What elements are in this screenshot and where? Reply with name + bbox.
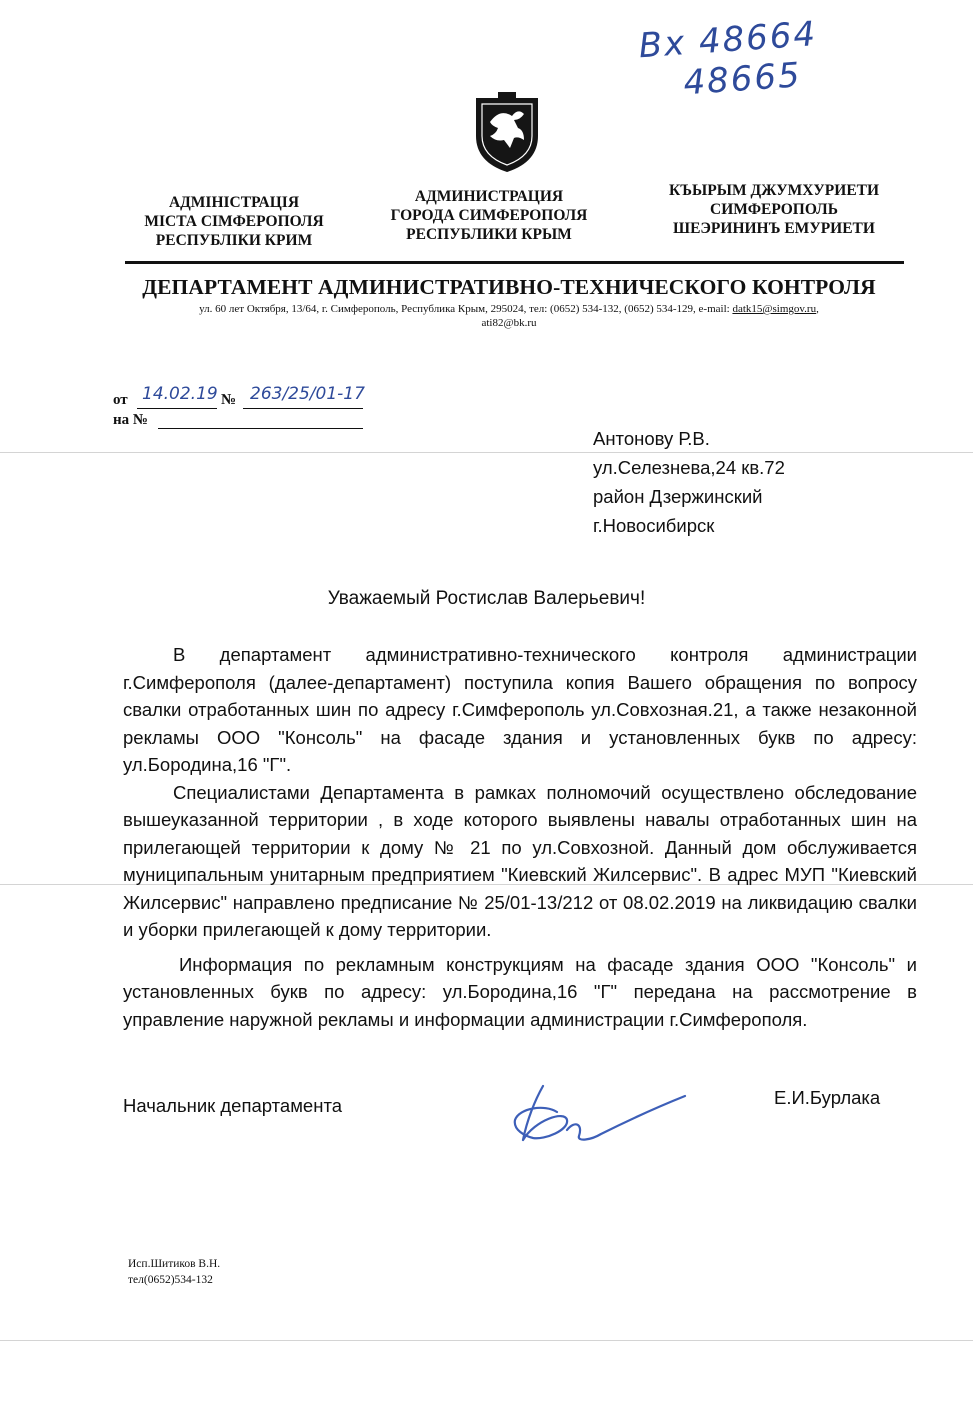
scan-fold-line (0, 1340, 973, 1341)
handwritten-signature (505, 1080, 695, 1160)
recipient-address (593, 424, 785, 540)
department-title: ДЕПАРТАМЕНТ АДМИНИСТРАТИВНО-ТЕХНИЧЕСКОГО КОНТРОЛЯ (142, 275, 876, 299)
signatory-position: Начальник департамента (123, 1095, 342, 1116)
header-line: ШЕЭРИНИНЪ ЕМУРИЕТИ (673, 220, 875, 237)
executor-info (128, 1256, 220, 1288)
executor-phone: тел(0652)534-132 (128, 1274, 213, 1286)
scan-fold-line (0, 452, 973, 453)
body-paragraph: Информация по рекламным конструкциям на фасаде здания ООО "Консоль" и установленных букв по адресу: ул.Бородина,16 "Г" передана на рассмотрение в управление наружной рекламы и информации администрации г.Симферополя. (123, 953, 917, 1030)
date-underline (137, 408, 217, 409)
reference-underline (158, 428, 363, 429)
reference-label: на № (113, 412, 148, 428)
header-line: МІСТА СІМФЕРОПОЛЯ (144, 213, 324, 230)
incoming-number-2: 48665 (682, 55, 803, 104)
header-line: СИМФЕРОПОЛЬ (710, 201, 838, 218)
number-underline (243, 408, 363, 409)
recipient-city: г.Новосибирск (593, 515, 715, 536)
recipient-name: Антонову Р.В. (593, 428, 710, 449)
letter-body (123, 641, 917, 1033)
header-line: АДМИНИСТРАЦИЯ (414, 188, 564, 205)
letter-date: 14.02.19 (142, 384, 218, 404)
header-russian (372, 187, 606, 244)
number-label: № (221, 392, 237, 408)
header-line: АДМІНІСТРАЦІЯ (168, 194, 300, 211)
incoming-registration-note (638, 10, 883, 107)
body-paragraph: Специалистами Департамента в рамках полномочий осуществлено обследование вышеуказанной территории , в ходе которого выявлены навалы отработанных шин на прилегающей территории к дому № 21 по ул.Совхозной. Данный дом обслуживается муниципальным унитарным предприятием "Киевский Жилсервис". В адрес МУП "Киевский Жилсервис" направлено предписание № 25/01-13/212 от 08.02.2019 на ликвидацию свалки и уборки прилегающей к дому территории. (123, 781, 917, 940)
coat-of-arms-icon (468, 92, 546, 174)
recipient-street: ул.Селезнева,24 кв.72 (593, 457, 785, 478)
header-ukrainian (126, 193, 342, 250)
body-paragraph: В департамент административно-технического контроля администрации г.Симферополя (далее-департамент) поступила копия Вашего обращения по вопросу свалки отработанных шин по адресу г.Симферополь ул.Совхозная.21, а также незаконной рекламы ООО "Консоль" на фасаде здания и установленных букв по адресу: ул.Бородина,16 "Г". (123, 644, 917, 775)
department-address: ул. 60 лет Октября, 13/64, г. Симферополь, Республика Крым, 295024, тел: (0652) 534-132, (0652) 534-129, e-mail: datk15@simgov.ru, ati82@bk.ru (199, 303, 819, 329)
greeting: Уважаемый Ростислав Валерьевич! (327, 588, 646, 609)
recipient-district: район Дзержинский (593, 486, 763, 507)
header-line: КЪЫРЫМ ДЖУМХУРИЕТИ (668, 182, 880, 199)
header-divider (125, 261, 904, 264)
header-line: ГОРОДА СИМФЕРОПОЛЯ (390, 207, 588, 224)
executor-name: Исп.Шитиков В.Н. (128, 1258, 221, 1270)
signatory-name: Е.И.Бурлака (774, 1087, 881, 1108)
address-text: ул. 60 лет Октября, 13/64, г. Симферополь, Республика Крым, 295024, тел: (0652) 534-132, (0652) 534-129, e-mail: (199, 303, 733, 315)
letter-number: 263/25/01-17 (250, 384, 365, 404)
email-secondary: ati82@bk.ru (481, 317, 537, 329)
header-line: РЕСПУБЛІКИ КРИМ (155, 232, 313, 249)
incoming-number-1: Вх 48664 (637, 14, 819, 67)
date-label: от (113, 392, 128, 408)
email-link[interactable]: datk15@simgov.ru (732, 303, 817, 315)
header-line: РЕСПУБЛИКИ КРЫМ (406, 226, 572, 243)
header-crimean-tatar (648, 181, 900, 238)
